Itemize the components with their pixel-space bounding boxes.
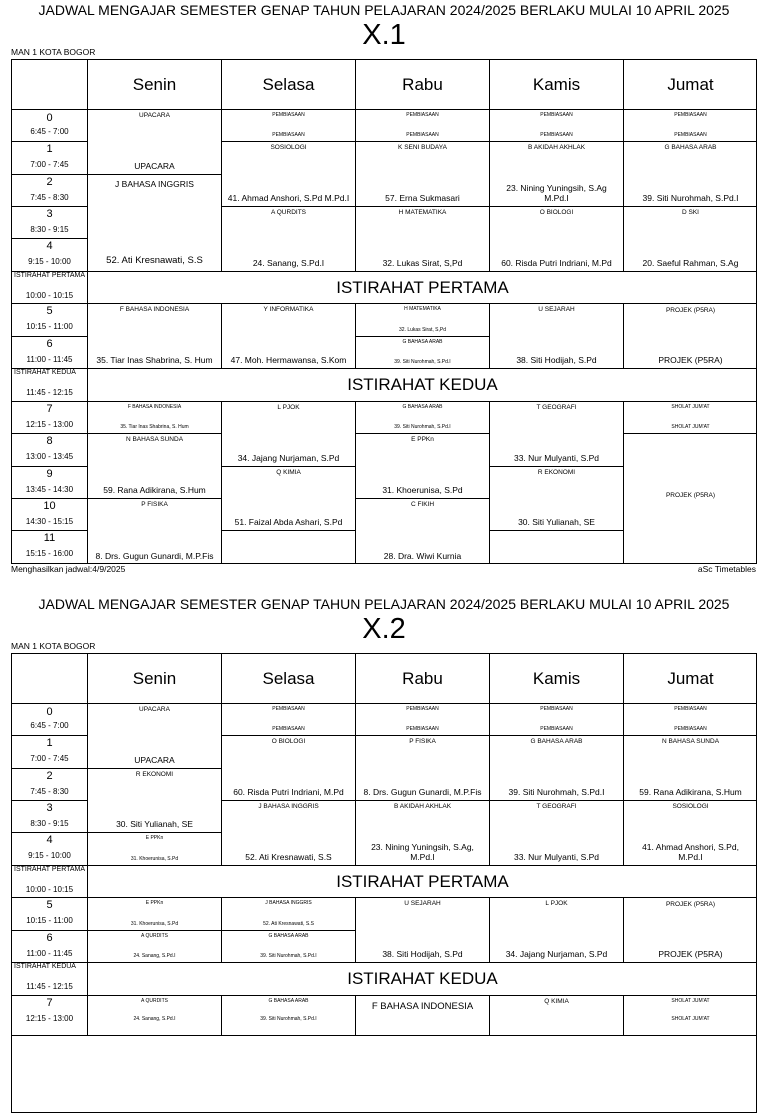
- lesson-cell: SOSIOLOGI 41. Ahmad Anshori, S.Pd M.Pd.I: [222, 142, 356, 207]
- lesson-cell: H MATEMATIKA 32. Lukas Sirat, S,Pd: [356, 304, 490, 337]
- lesson-cell: E PPKn 31. Khoerunisa, S.Pd: [356, 434, 490, 499]
- lesson-cell: R EKONOMI 30. Siti Yulianah, SE: [88, 769, 222, 833]
- lesson-cell: PEMBIASAAN PEMBIASAAN: [624, 704, 757, 736]
- lesson-cell: UPACARA UPACARA: [88, 110, 222, 175]
- period-cell: 0 6:45 - 7:00: [12, 704, 88, 736]
- period-cell: 2 7:45 - 8:30: [12, 175, 88, 207]
- lesson-cell: J BAHASA INGGRIS 52. Ati Kresnawati, S.S: [222, 801, 356, 866]
- lesson-cell: G BAHASA ARAB 39. Siti Nurohmah, S.Pd.I: [222, 931, 356, 963]
- period-cell: 9 13:45 - 14:30: [12, 467, 88, 499]
- lesson-cell: PEMBIASAAN PEMBIASAAN: [624, 110, 757, 142]
- timetable-grid: [11, 59, 757, 564]
- corner-cell: [12, 654, 88, 704]
- lesson-cell: [222, 531, 356, 564]
- lesson-cell: P FISIKA 8. Drs. Gugun Gunardi, M.P.Fis: [88, 499, 222, 564]
- lesson-cell: L PJOK 34. Jajang Nurjaman, S.Pd: [490, 898, 624, 963]
- lesson-cell: UPACARA UPACARA: [88, 704, 222, 769]
- period-cell: 6 11:00 - 11:45: [12, 337, 88, 369]
- day-header: Kamis: [490, 654, 624, 704]
- lesson-cell: O BIOLOGI 60. Risda Putri Indriani, M.Pd: [490, 207, 624, 272]
- lesson-cell: F BAHASA INDONESIA: [356, 996, 490, 1036]
- period-cell: 5 10:15 - 11:00: [12, 898, 88, 931]
- lesson-cell: N BAHASA SUNDA 59. Rana Adikirana, S.Hum: [624, 736, 757, 801]
- lesson-cell: SHOLAT JUM'AT SHOLAT JUM'AT: [624, 996, 757, 1036]
- lesson-cell: G BAHASA ARAB 39. Siti Nurohmah, S.Pd.I: [222, 996, 356, 1036]
- lesson-cell: G BAHASA ARAB 39. Siti Nurohmah, S.Pd.I: [490, 736, 624, 801]
- lesson-cell: L PJOK 34. Jajang Nurjaman, S.Pd: [222, 402, 356, 467]
- break-period-cell: ISTIRAHAT KEDUA 11:45 - 12:15: [12, 369, 88, 402]
- lesson-cell: J BAHASA INGGRIS 52. Ati Kresnawati, S.S: [88, 175, 222, 272]
- lesson-cell: E PPKn 31. Khoerunisa, S.Pd: [88, 898, 222, 931]
- lesson-cell: PEMBIASAAN PEMBIASAAN: [490, 110, 624, 142]
- period-cell: 1 7:00 - 7:45: [12, 736, 88, 769]
- lesson-cell: E PPKn 31. Khoerunisa, S.Pd: [88, 833, 222, 866]
- period-cell: 10 14:30 - 15:15: [12, 499, 88, 531]
- period-cell: 4 9:15 - 10:00: [12, 833, 88, 866]
- break-row: ISTIRAHAT KEDUA: [88, 369, 757, 402]
- lesson-cell: U SEJARAH 38. Siti Hodijah, S.Pd: [490, 304, 624, 369]
- lesson-cell: K SENI BUDAYA 57. Erna Sukmasari: [356, 142, 490, 207]
- lesson-cell: J BAHASA INGGRIS 52. Ati Kresnawati, S.S: [222, 898, 356, 931]
- lesson-cell: N BAHASA SUNDA 59. Rana Adikirana, S.Hum: [88, 434, 222, 499]
- period-cell: 0 6:45 - 7:00: [12, 110, 88, 142]
- lesson-cell: PEMBIASAAN PEMBIASAAN: [222, 110, 356, 142]
- lesson-cell: F BAHASA INDONESIA 35. Tiar Inas Shabrina, S. Hum: [88, 402, 222, 434]
- period-cell: 3 8:30 - 9:15: [12, 801, 88, 833]
- lesson-cell: PEMBIASAAN PEMBIASAAN: [356, 110, 490, 142]
- period-cell: 7 12:15 - 13:00: [12, 996, 88, 1036]
- lesson-cell: PROJEK (P5RA): [665, 492, 716, 499]
- day-header: Jumat: [624, 60, 757, 110]
- sheet-title: JADWAL MENGAJAR SEMESTER GENAP TAHUN PELAJARAN 2024/2025 BERLAKU MULAI 10 APRIL 2025: [38, 2, 730, 18]
- lesson-cell: O BIOLOGI 60. Risda Putri Indriani, M.Pd: [222, 736, 356, 801]
- lesson-cell: B AKIDAH AKHLAK 23. Nining Yuningsih, S.Ag, M.Pd.I: [356, 801, 490, 866]
- break-row: ISTIRAHAT KEDUA: [88, 963, 757, 996]
- lesson-cell: PROJEK (P5RA) PROJEK (P5RA): [624, 304, 757, 369]
- school-name: MAN 1 KOTA BOGOR: [11, 641, 96, 651]
- class-name: X.2: [362, 613, 406, 645]
- lesson-cell: SOSIOLOGI 41. Ahmad Anshori, S.Pd, M.Pd.I: [624, 801, 757, 866]
- lesson-cell: G BAHASA ARAB 39. Siti Nurohmah, S.Pd.I: [356, 337, 490, 369]
- break-row: ISTIRAHAT PERTAMA: [88, 272, 757, 304]
- lesson-cell: H MATEMATIKA 32. Lukas Sirat, S,Pd: [356, 207, 490, 272]
- lesson-cell: G BAHASA ARAB 39. Siti Nurohmah, S.Pd.I: [624, 142, 757, 207]
- day-header: Rabu: [356, 654, 490, 704]
- lesson-cell: D SKI 20. Saeful Rahman, S.Ag: [624, 207, 757, 272]
- period-cell: 3 8:30 - 9:15: [12, 207, 88, 239]
- period-cell: 5 10:15 - 11:00: [12, 304, 88, 337]
- day-header: Kamis: [490, 60, 624, 110]
- corner-cell: [12, 60, 88, 110]
- lesson-cell: B AKIDAH AKHLAK 23. Nining Yuningsih, S.Ag M.Pd.I: [490, 142, 624, 207]
- day-header: Rabu: [356, 60, 490, 110]
- lesson-cell: PROJEK (P5RA) PROJEK (P5RA): [624, 898, 757, 963]
- lesson-cell: SHOLAT JUM'AT SHOLAT JUM'AT: [624, 402, 757, 434]
- day-header: Selasa: [222, 654, 356, 704]
- lesson-cell: Q KIMIA 51. Faizal Abda Ashari, S.Pd: [222, 467, 356, 531]
- lesson-cell: Q KIMIA: [490, 996, 624, 1036]
- lesson-cell: [490, 531, 624, 564]
- period-cell: 7 12:15 - 13:00: [12, 402, 88, 434]
- lesson-cell: C FIKIH 28. Dra. Wiwi Kurnia: [356, 499, 490, 564]
- day-header: Senin: [88, 60, 222, 110]
- brand-label: aSc Timetables: [697, 564, 756, 574]
- timetable-grid: [11, 653, 757, 1113]
- lesson-cell: F BAHASA INDONESIA 35. Tiar Inas Shabrina, S. Hum: [88, 304, 222, 369]
- period-cell: 2 7:45 - 8:30: [12, 769, 88, 801]
- lesson-cell: U SEJARAH 38. Siti Hodijah, S.Pd: [356, 898, 490, 963]
- day-header: Jumat: [624, 654, 757, 704]
- lesson-cell: PEMBIASAAN PEMBIASAAN: [356, 704, 490, 736]
- lesson-cell: A QURDITS 24. Sanang, S.Pd.I: [88, 996, 222, 1036]
- lesson-cell: T GEOGRAFI 33. Nur Mulyanti, S.Pd: [490, 801, 624, 866]
- day-header: Selasa: [222, 60, 356, 110]
- break-period-cell: ISTIRAHAT KEDUA 11:45 - 12:15: [12, 963, 88, 996]
- period-cell: 11 15:15 - 16:00: [12, 531, 88, 564]
- period-cell: 6 11:00 - 11:45: [12, 931, 88, 963]
- class-name: X.1: [362, 19, 406, 51]
- lesson-cell: Y INFORMATIKA 47. Moh. Hermawansa, S.Kom: [222, 304, 356, 369]
- school-name: MAN 1 KOTA BOGOR: [11, 47, 96, 57]
- timetable-sheet-x2: [0, 594, 768, 1024]
- period-cell: 4 9:15 - 10:00: [12, 239, 88, 272]
- break-period-cell: ISTIRAHAT PERTAMA 10:00 - 10:15: [12, 272, 88, 304]
- lesson-cell: R EKONOMI 30. Siti Yulianah, SE: [490, 467, 624, 531]
- lesson-cell: PEMBIASAAN PEMBIASAAN: [222, 704, 356, 736]
- day-header: Senin: [88, 654, 222, 704]
- lesson-cell: P FISIKA 8. Drs. Gugun Gunardi, M.P.Fis: [356, 736, 490, 801]
- break-row: ISTIRAHAT PERTAMA: [88, 866, 757, 898]
- period-cell: 8 13:00 - 13:45: [12, 434, 88, 467]
- lesson-cell: PEMBIASAAN PEMBIASAAN: [490, 704, 624, 736]
- lesson-cell: T GEOGRAFI 33. Nur Mulyanti, S.Pd: [490, 402, 624, 467]
- period-cell: 1 7:00 - 7:45: [12, 142, 88, 175]
- break-period-cell: ISTIRAHAT PERTAMA 10:00 - 10:15: [12, 866, 88, 898]
- lesson-cell: A QURDITS 24. Sanang, S.Pd.I: [222, 207, 356, 272]
- generated-date: Menghasilkan jadwal:4/9/2025: [11, 564, 126, 574]
- lesson-cell: A QURDITS 24. Sanang, S.Pd.I: [88, 931, 222, 963]
- sheet-title: JADWAL MENGAJAR SEMESTER GENAP TAHUN PELAJARAN 2024/2025 BERLAKU MULAI 10 APRIL 2025: [38, 596, 730, 612]
- lesson-cell: G BAHASA ARAB 39. Siti Nurohmah, S.Pd.I: [356, 402, 490, 434]
